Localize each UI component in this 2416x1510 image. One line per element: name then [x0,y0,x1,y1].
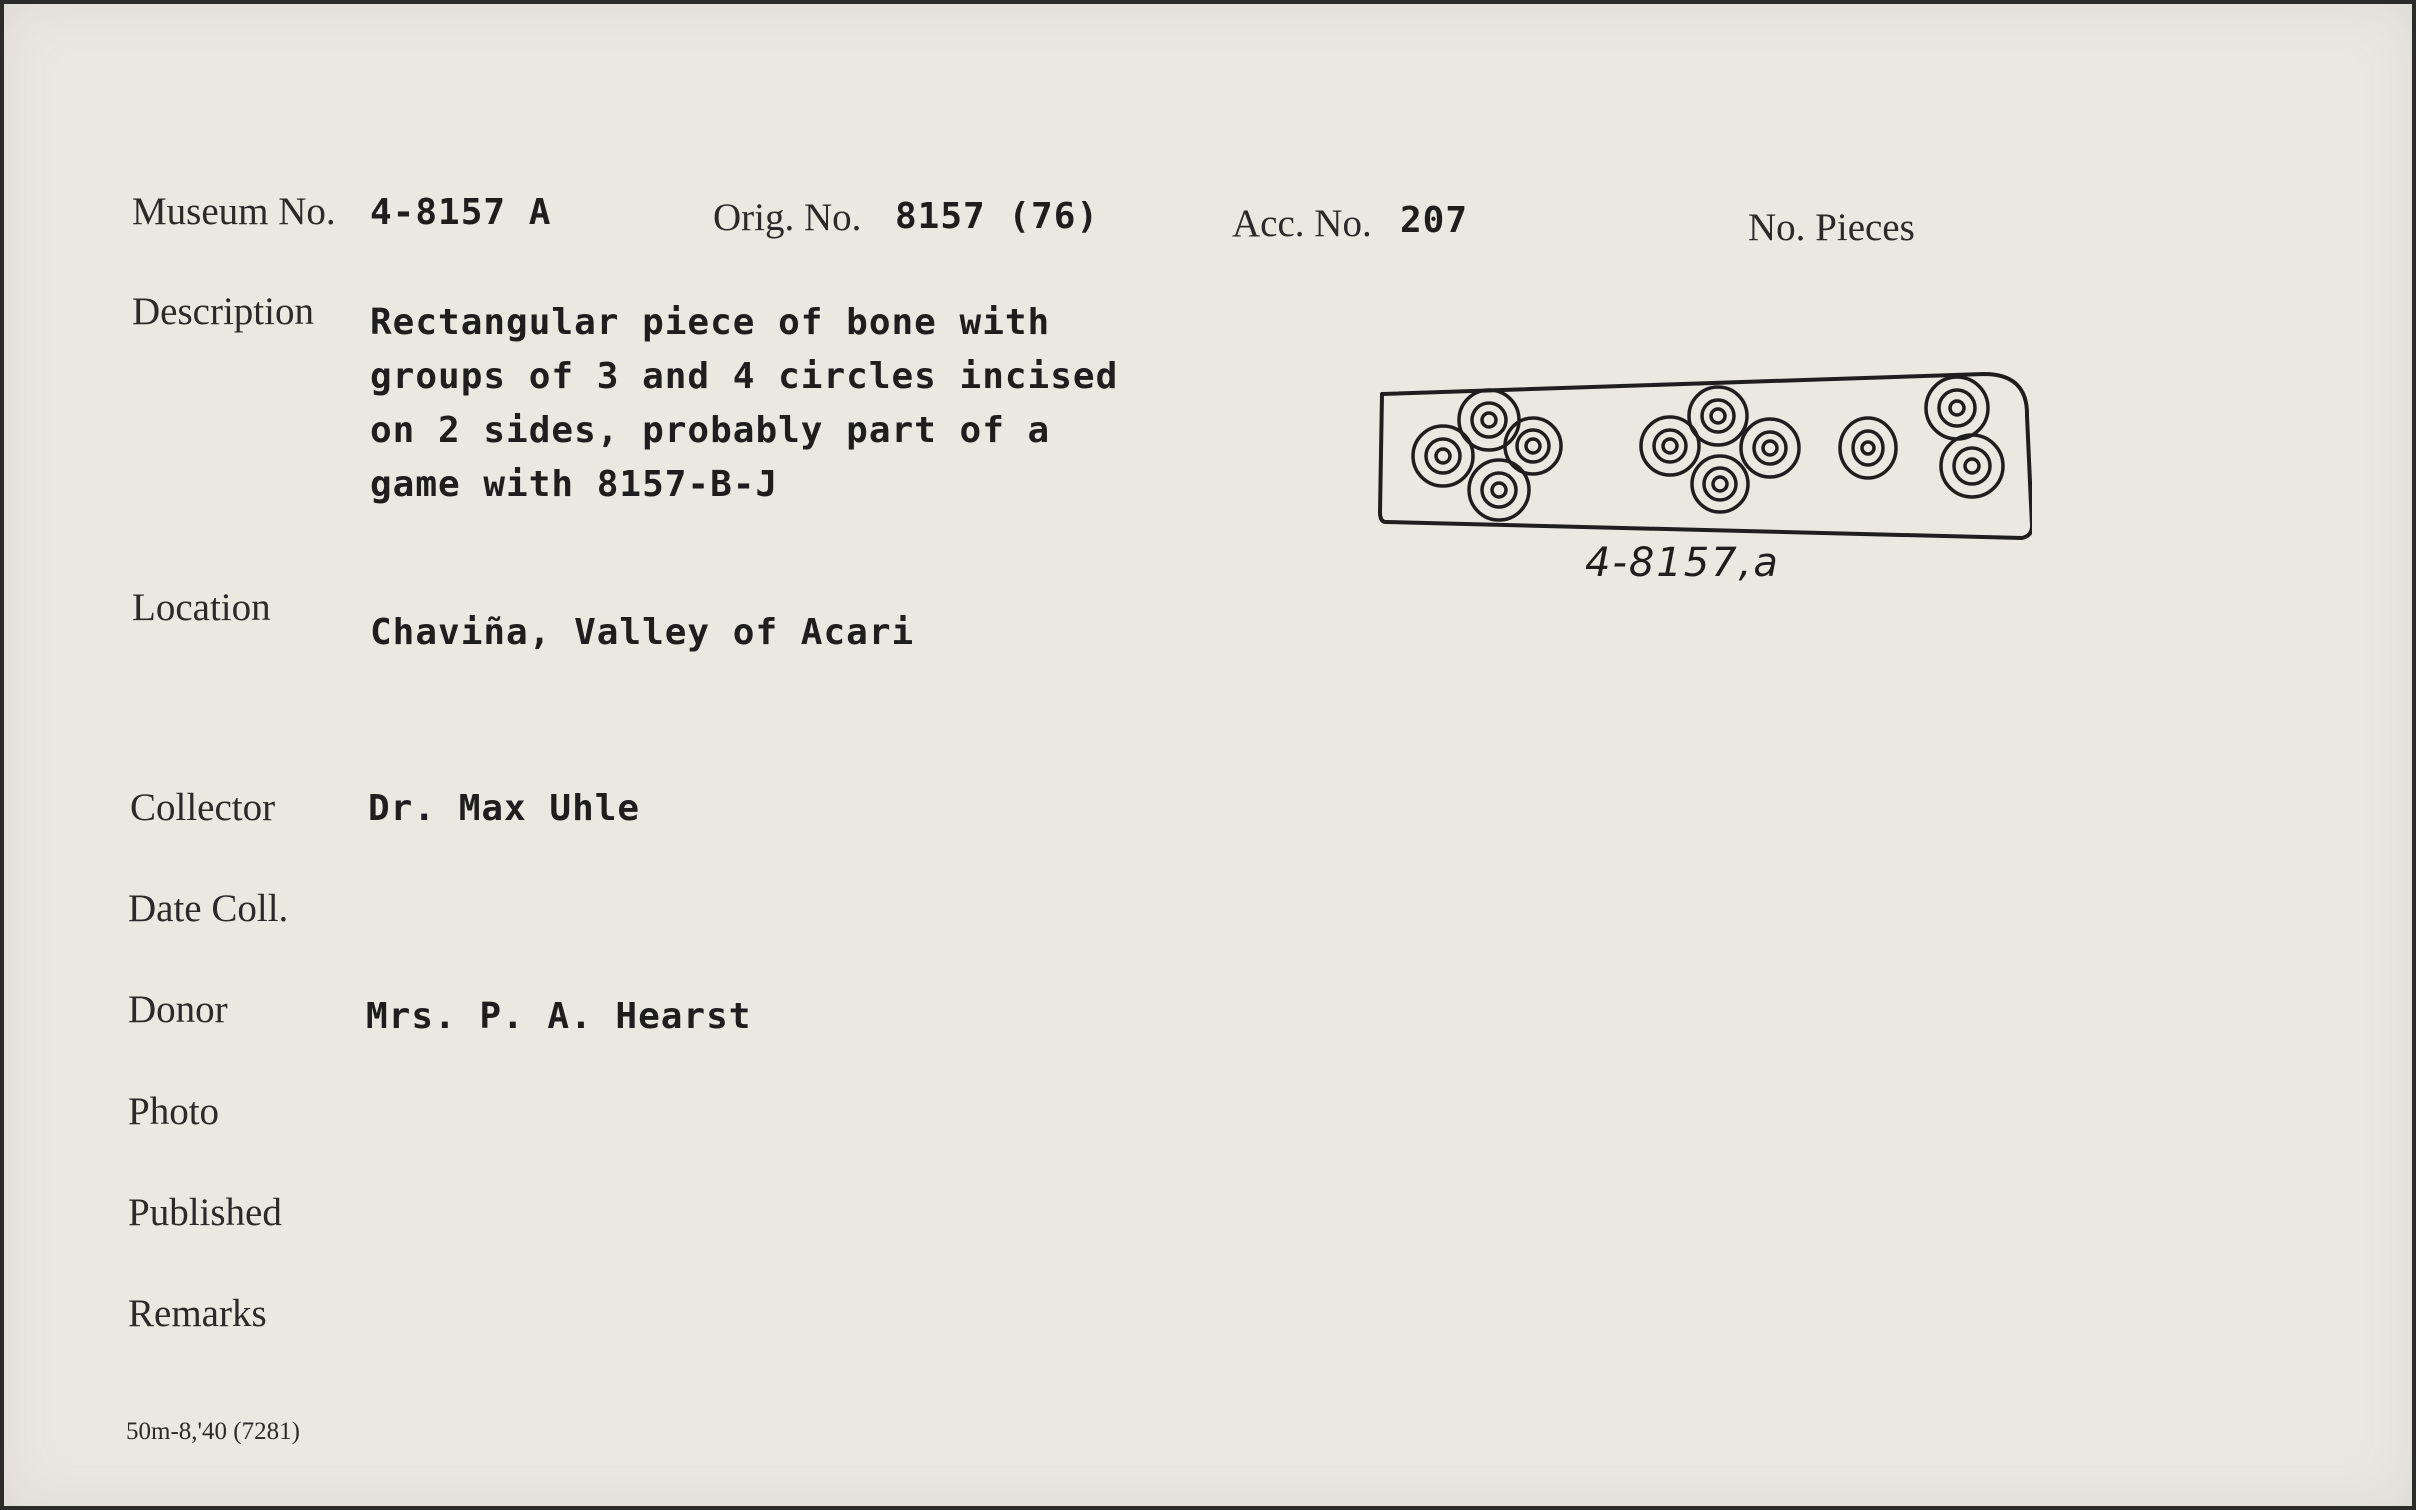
published-label: Published [128,1191,282,1234]
donor-label: Donor [128,988,228,1031]
location-label: Location [132,586,271,629]
collector-value: Dr. Max Uhle [368,788,641,829]
description-line: game with 8157-B-J [370,464,779,505]
description-line: groups of 3 and 4 circles incised [370,356,1119,397]
incised-circles [1413,377,2003,520]
museum-no-value: 4-8157 A [370,192,552,233]
print-code: 50m-8,'40 (7281) [126,1418,300,1445]
orig-no-label: Orig. No. [713,196,862,239]
collector-label: Collector [130,786,276,829]
donor-value: Mrs. P. A. Hearst [366,996,752,1037]
location-value: Chaviña, Valley of Acari [370,612,915,653]
acc-no-value: 207 [1400,200,1469,241]
acc-no-label: Acc. No. [1232,202,1372,245]
remarks-label: Remarks [128,1292,267,1335]
circle-group-middle [1641,387,1799,512]
circle-group-left [1413,390,1561,520]
description-label: Description [132,290,314,333]
description-line: on 2 sides, probably part of a [370,410,1051,451]
date-coll-label: Date Coll. [128,887,289,930]
no-pieces-label: No. Pieces [1748,206,1915,249]
orig-no-value: 8157 (76) [895,196,1100,237]
sketch-label: 4-8157,a [1585,540,1780,586]
description-value [370,296,1118,512]
circle-group-right [1926,377,2003,497]
photo-label: Photo [128,1090,220,1133]
description-line: Rectangular piece of bone with [370,302,1051,343]
museum-no-label: Museum No. [132,190,336,233]
circle-single [1840,418,1896,478]
